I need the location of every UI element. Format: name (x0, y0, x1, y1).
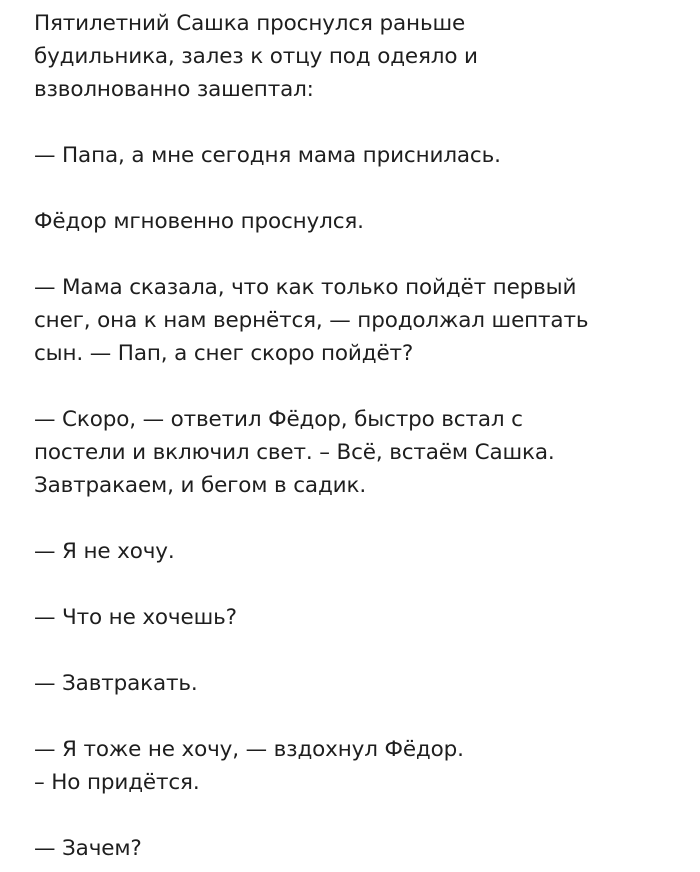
text-line: постели и включил свет. – Всё, встаём Сашка. (34, 440, 555, 465)
text-line: — Что не хочешь? (34, 605, 237, 630)
text-line: — Зачем? (34, 836, 142, 861)
paragraph-gap (34, 799, 674, 832)
text-line: Пятилетний Сашка проснулся раньше (34, 11, 466, 36)
text-line: — Мама сказала, что как только пойдёт первый (34, 275, 577, 300)
text-line: будильника, залез к отцу под одеяло и (34, 44, 478, 69)
paragraph (34, 139, 674, 172)
paragraph-gap (34, 634, 674, 667)
paragraph-gap (34, 106, 674, 139)
text-line: взволнованно зашептал: (34, 77, 314, 102)
text-line: — Завтракать. (34, 671, 198, 696)
paragraph (34, 667, 674, 700)
paragraph (34, 7, 674, 106)
paragraph (34, 832, 674, 865)
text-line: сын. — Пап, а снег скоро пойдёт? (34, 341, 414, 366)
paragraph (34, 205, 674, 238)
paragraph (34, 403, 674, 502)
paragraph-gap (34, 238, 674, 271)
paragraph (34, 601, 674, 634)
paragraph (34, 733, 674, 799)
paragraph-gap (34, 370, 674, 403)
text-line: Фёдор мгновенно проснулся. (34, 209, 364, 234)
text-line: – Но придётся. (34, 770, 200, 795)
paragraph (34, 271, 674, 370)
text-line: Завтракаем, и бегом в садик. (34, 473, 367, 498)
story-text (34, 7, 674, 865)
text-line: снег, она к нам вернётся, — продолжал шептать (34, 308, 589, 333)
text-line: — Я тоже не хочу, — вздохнул Фёдор. (34, 737, 464, 762)
paragraph (34, 535, 674, 568)
text-line: — Папа, а мне сегодня мама приснилась. (34, 143, 501, 168)
text-line: — Я не хочу. (34, 539, 175, 564)
paragraph-gap (34, 568, 674, 601)
paragraph-gap (34, 502, 674, 535)
paragraph-gap (34, 172, 674, 205)
paragraph-gap (34, 700, 674, 733)
text-line: — Скоро, — ответил Фёдор, быстро встал с (34, 407, 523, 432)
